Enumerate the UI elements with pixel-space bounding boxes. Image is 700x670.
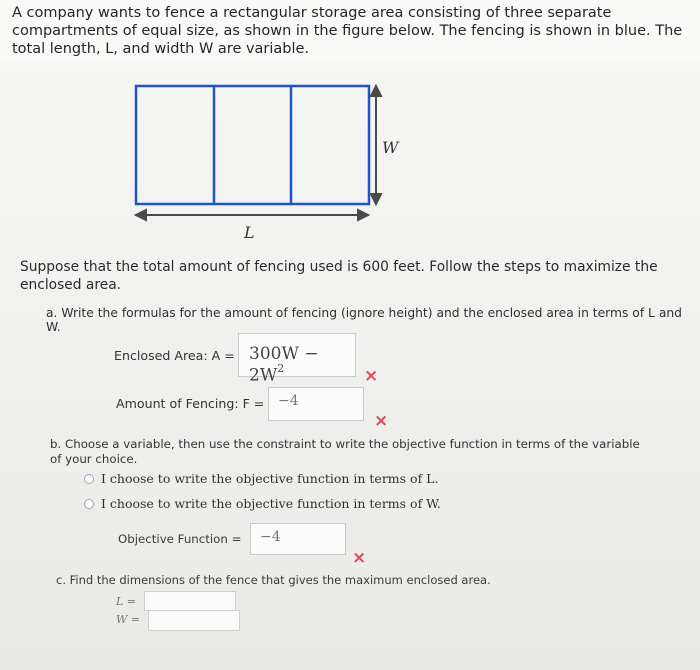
area-incorrect-icon: × [364, 366, 379, 386]
length-label: L [244, 223, 255, 242]
l-input[interactable] [144, 591, 236, 611]
option-l-label: I choose to write the objective function in terms of L. [101, 471, 439, 486]
fencing-incorrect-icon: × [374, 411, 389, 431]
l-label: L = [116, 595, 137, 608]
length-arrow [136, 210, 368, 220]
w-label: W = [116, 613, 141, 626]
radio-w-icon[interactable] [84, 499, 94, 509]
width-arrow [371, 86, 381, 204]
w-input[interactable] [148, 610, 240, 631]
radio-l-icon[interactable] [84, 474, 94, 484]
objective-answer: −4 [260, 529, 281, 545]
option-w-label: I choose to write the objective function in terms of W. [101, 496, 441, 511]
part-a-prompt: a. Write the formulas for the amount of fencing (ignore height) and the enclosed area in terms of L and W. [46, 306, 682, 334]
fencing-input[interactable] [268, 387, 364, 421]
area-input[interactable] [238, 333, 356, 386]
objective-incorrect-icon: × [352, 548, 367, 568]
fencing-answer: −4 [278, 393, 299, 409]
problem-constraint: Suppose that the total amount of fencing used is 600 feet. Follow the steps to maximize the enclosed area. [20, 259, 658, 293]
width-label: W [382, 138, 399, 157]
area-answer: $300W - 2W^2$ [249, 344, 319, 386]
area-label: Enclosed Area: A = [114, 348, 235, 363]
fencing-label: Amount of Fencing: F = [116, 396, 265, 411]
problem-intro: A company wants to fence a rectangular storage area consisting of three separate compartments of equal size, as shown in the figure below. The fencing is shown in blue. The total length, L, and width W are variable. [12, 5, 683, 57]
fence-outer [136, 86, 369, 204]
part-c-prompt: c. Find the dimensions of the fence that gives the maximum enclosed area. [56, 573, 491, 587]
fence-rectangle [136, 86, 369, 204]
fence-figure [130, 78, 420, 243]
option-l[interactable] [84, 471, 438, 486]
objective-label: Objective Function = [118, 532, 242, 546]
objective-input[interactable] [250, 523, 346, 555]
part-b-prompt: b. Choose a variable, then use the constraint to write the objective function in terms of the variable of your choice. [50, 437, 640, 466]
option-w[interactable] [84, 496, 441, 511]
